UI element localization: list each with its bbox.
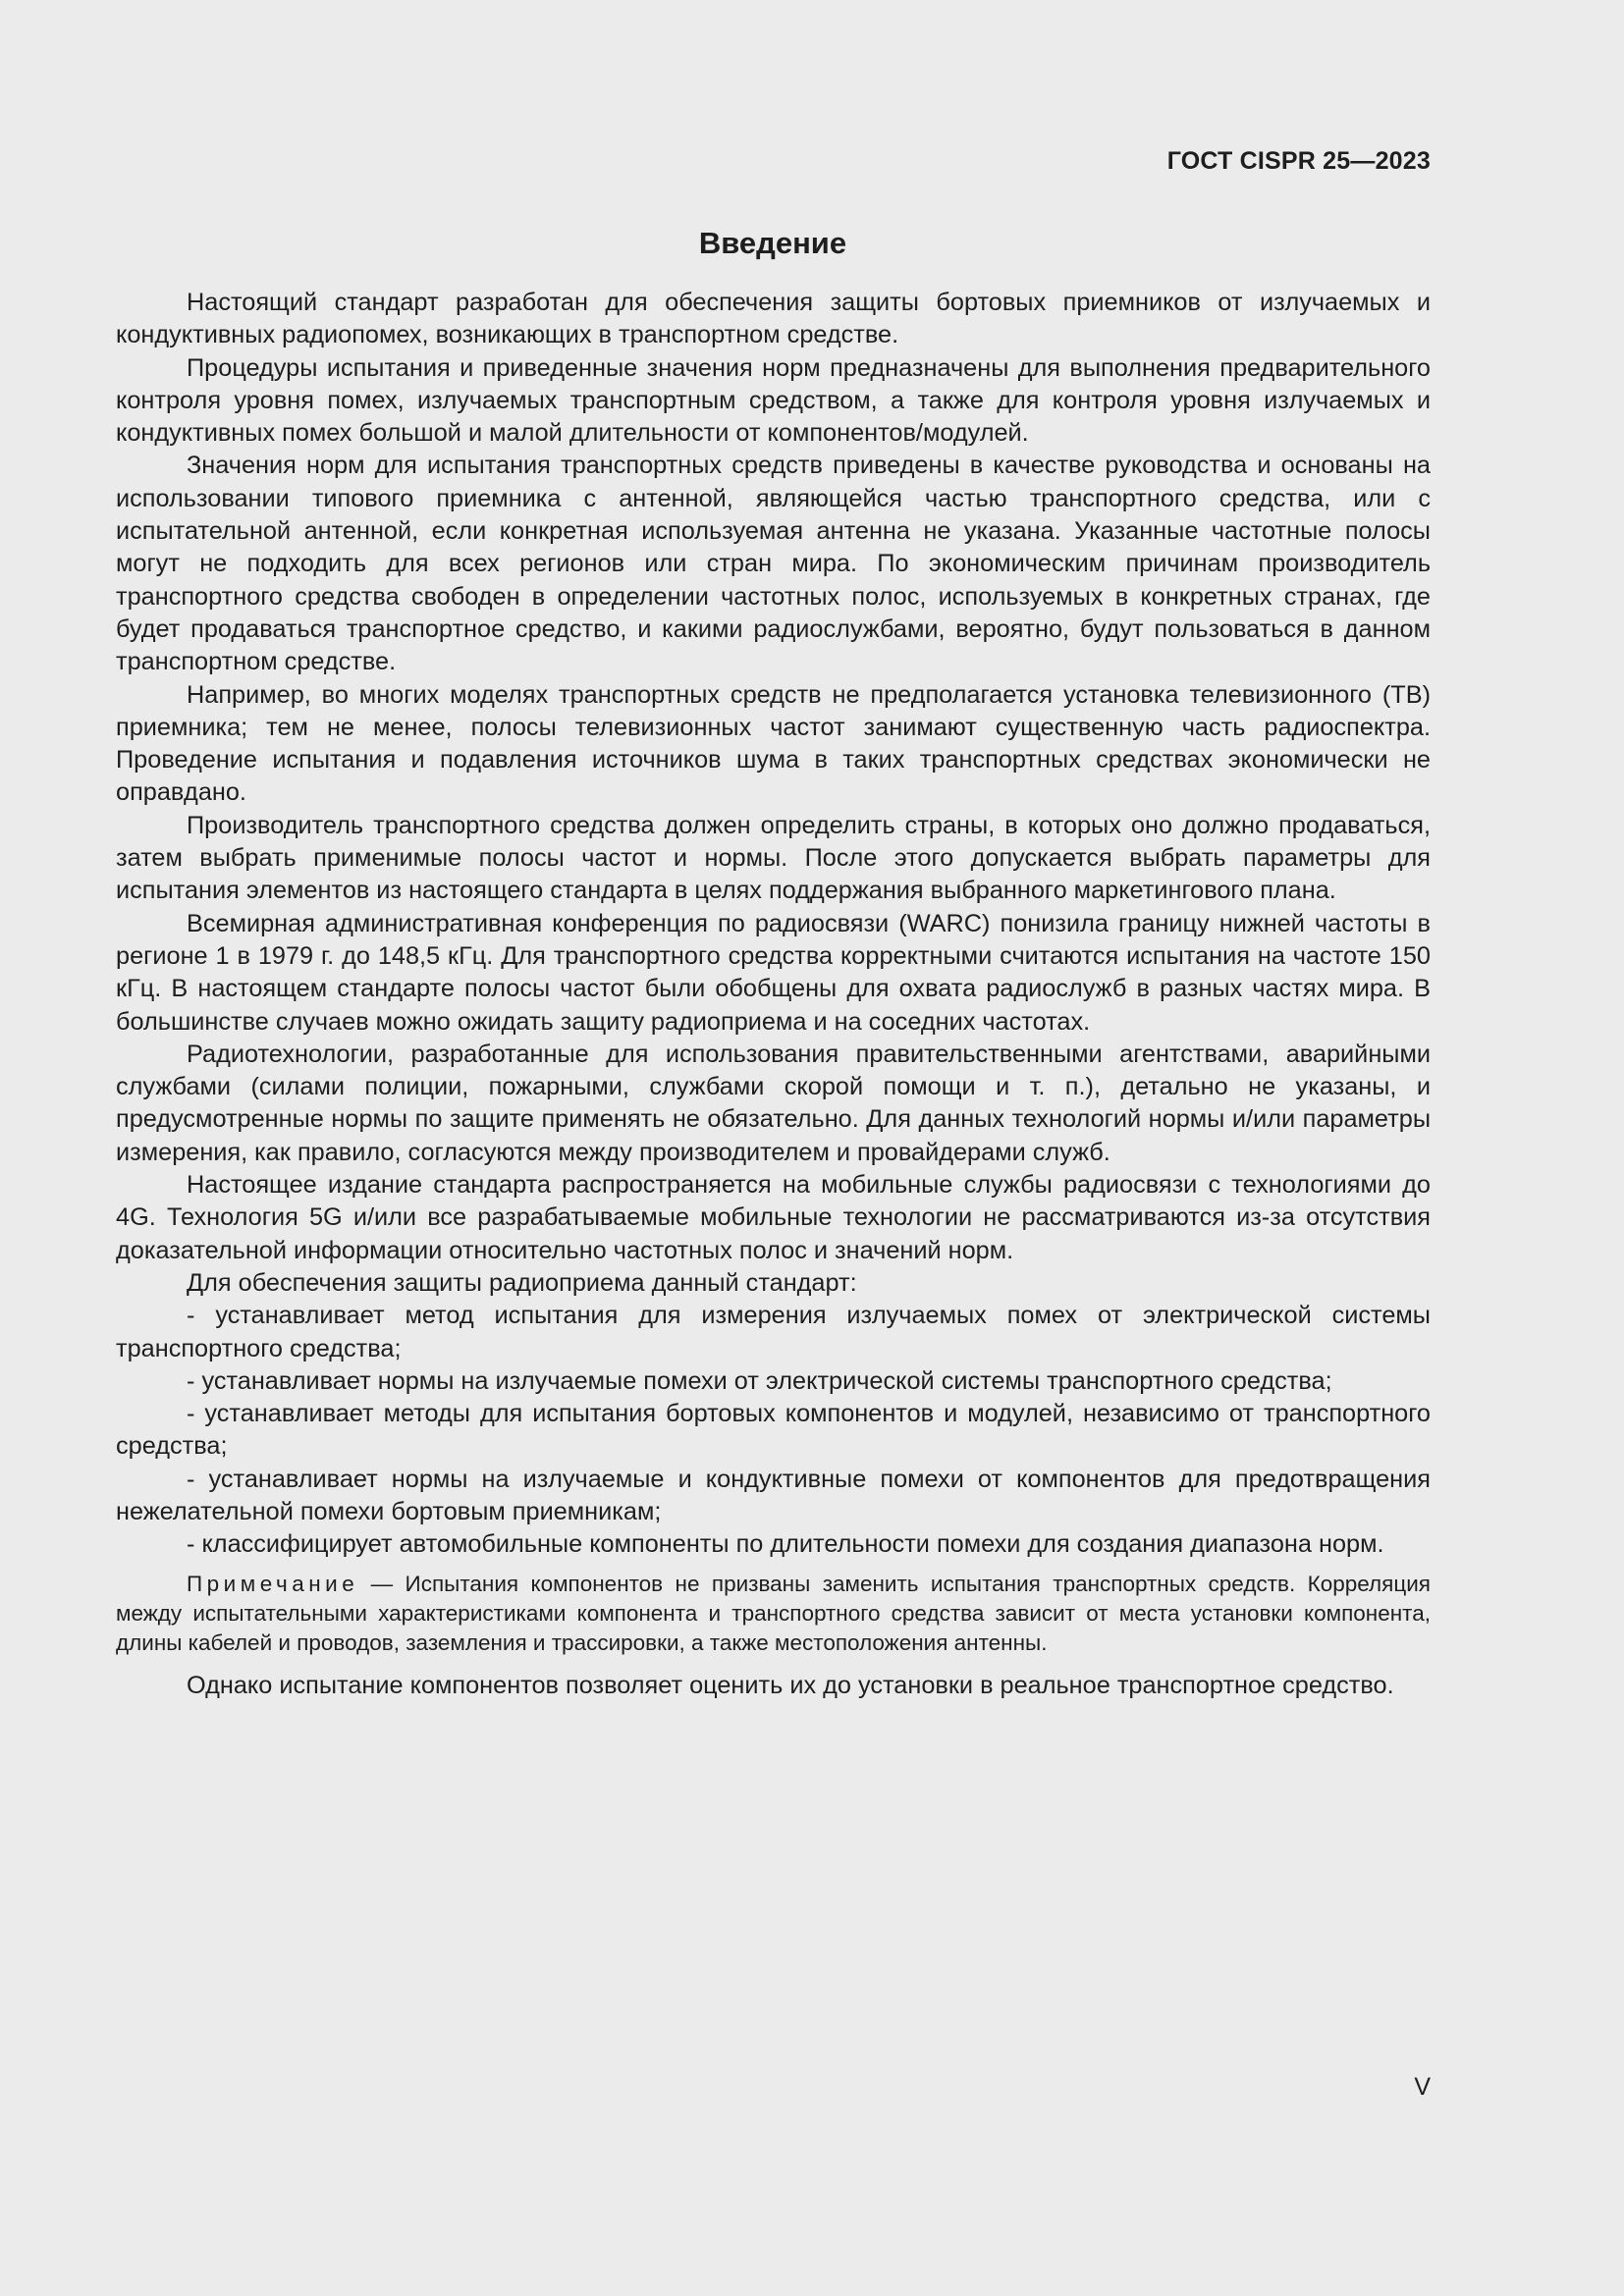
list-item: - устанавливает нормы на излучаемые помехи от электрической системы транспортного средства; [187, 1366, 1332, 1395]
section-title: Введение [698, 226, 847, 260]
paragraph: Процедуры испытания и приведенные значения норм предназначены для выполнения предварительного контроля уровня помех, излучаемых транспортным средством, а также для контроля уровня излучаемых и кондуктивных помех большой и малой длительности от компонентов/модулей. [116, 353, 1431, 448]
page-number: V [1414, 2073, 1431, 2101]
note-label: Примечание [187, 1571, 359, 1596]
paragraph: Производитель транспортного средства должен определить страны, в которых оно должно продаваться, затем выбрать применимые полосы частот и нормы. После этого допускается выбрать параметры для испытания элементов из настоящего стандарта в целях поддержания выбранного маркетингового плана. [116, 811, 1431, 905]
document-body [116, 287, 1431, 1702]
paragraph: Например, во многих моделях транспортных средств не предполагается установка телевизионного (ТВ) приемника; тем не менее, полосы телевизионных частот занимают существенную часть радиоспектра. Проведение испытания и подавления источников шума в таких транспортных средствах экономически не оправдано. [116, 680, 1431, 807]
paragraph: Настоящий стандарт разработан для обеспечения защиты бортовых приемников от излучаемых и кондуктивных радиопомех, возникающих в транспортном средстве. [116, 289, 1431, 349]
document-header: ГОСТ CISPR 25—2023 [1166, 147, 1431, 175]
note-text: — Испытания компонентов не призваны заменить испытания транспортных средств. Корреляция между испытательными характеристиками компонента и транспортного средства зависит от места установки компонента, длины кабелей и проводов, заземления и трассировки, а также местоположения антенны. [116, 1571, 1431, 1655]
list-item: - устанавливает нормы на излучаемые и кондуктивные помехи от компонентов для предотвращения нежелательной помехи бортовым приемникам; [116, 1465, 1431, 1525]
list-item: - устанавливает методы для испытания бортовых компонентов и модулей, независимо от транспортного средства; [116, 1400, 1431, 1461]
note [116, 1570, 1431, 1658]
paragraph: Значения норм для испытания транспортных средств приведены в качестве руководства и основаны на использовании типового приемника с антенной, являющейся частью транспортного средства, или с испытательной антенной, если конкретная используемая антенна не указана. Указанные частотные полосы могут не подходить для всех регионов или стран мира. По экономическим причинам производитель транспортного средства свободен в определении частотных полос, используемых в конкретных странах, где будет продаваться транспортное средство, и какими радиослужбами, вероятно, будут пользоваться в данном транспортном средстве. [116, 452, 1431, 676]
closing-paragraph: Однако испытание компонентов позволяет оценить их до установки в реальное транспортное средство. [187, 1671, 1394, 1699]
list-item: - классифицирует автомобильные компоненты по длительности помехи для создания диапазона норм. [187, 1530, 1384, 1559]
paragraph: Для обеспечения защиты радиоприема данный стандарт: [187, 1268, 857, 1297]
paragraph: Всемирная административная конференция по радиосвязи (WARC) понизила границу нижней частоты в регионе 1 в 1979 г. до 148,5 кГц. Для транспортного средства корректными считаются испытания на частоте 150 кГц. В настоящем стандарте полосы частот были обобщены для охвата радиослужб в разных частях мира. В большинстве случаев можно ожидать защиту радиоприема и на соседних частотах. [116, 909, 1431, 1036]
paragraph: Радиотехнологии, разработанные для использования правительственными агентствами, аварийными службами (силами полиции, пожарными, службами скорой помощи и т. п.), детально не указаны, и предусмотренные нормы по защите применять не обязательно. Для данных технологий нормы и/или параметры измерения, как правило, согласуются между производителем и провайдерами служб. [116, 1040, 1431, 1166]
list-item: - устанавливает метод испытания для измерения излучаемых помех от электрической системы транспортного средства; [116, 1302, 1431, 1362]
paragraph: Настоящее издание стандарта распространяется на мобильные службы радиосвязи с технологиями до 4G. Технология 5G и/или все разрабатываемые мобильные технологии не рассматриваются из-за отсутствия доказательной информации относительно частотных полос и значений норм. [116, 1171, 1431, 1264]
